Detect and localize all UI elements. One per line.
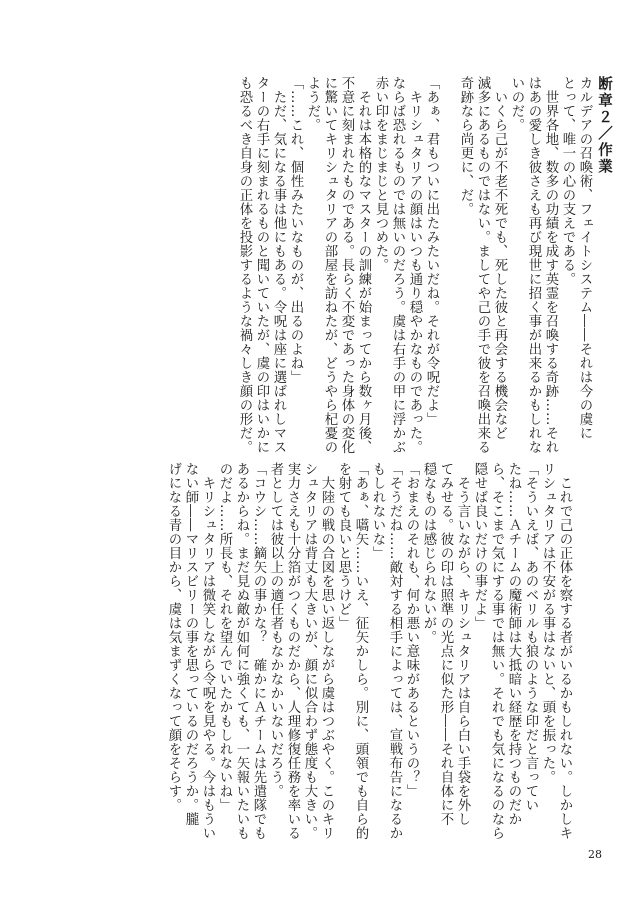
text-line: 「あぁ、君もついに出たみたいだね。それが令呪だよ」 [424,76,439,426]
text-line: それは本格的なマスターの訓練が始まってから数ヶ月後、 [356,76,371,454]
text-line: 「あぁ、嚆矢……いえ、征矢かしら。別に、頭領でも自ら的 [353,462,368,840]
text-line: ターの右手に刻まれるものと聞いていたが、虞の印はいかに [254,76,269,454]
text-line: 「おまえのそれも、何か悪い意味があるというの？」 [404,462,419,798]
text-line: 「コウシ……鏑矢の事かな？ 確かにＡチームは先遣隊でも [251,462,266,840]
text-line: はあの愛しき彼さえも再び現世に招く事が出来るかもしれな [526,76,541,454]
text-line: を射ても良いと思うけど」 [336,462,351,630]
text-line: のだよ……所長も、それを望んでいたかもしれないね」 [217,462,232,812]
text-line: 滅多にあるものではない。ましてや己の手で彼を召喚出来る [475,76,490,454]
text-line: いのだ。 [509,76,524,132]
text-line: 者としては彼以上の適任者もなかなかいないだろう。 [268,462,283,798]
text-line: てみせる。彼の印は照準の光点に似た形――それ自体に不 [438,462,453,826]
text-line: キリシュタリアの顔はいつも通り穏やかなものであった。 [407,76,422,454]
text-line: 大陸の戦の合図を思い返しながら虞はつぶやく。このキリ [319,462,334,840]
text-line: 実力さえも十分箔がつくものだから、人理修復任務を率いる [285,462,300,840]
text-line: も恐るべき自身の正体を投影するような禍々しき顔の形だ。 [237,76,252,454]
text-line: リシュタリアは不安がる事はないと、頭を振った。 [540,462,555,784]
text-line: ない師――マリスビリーの事を思っているのだろうか。朧 [183,462,198,826]
upper-text-block [236,76,593,454]
text-line: 「そうだね……敵対する相手によっては、宣戦布告になるか [387,462,402,840]
text-line: ようだ。 [305,76,320,132]
text-line: 穏なものは感じられないが。 [421,462,436,644]
chapter-title: 断章２／作業 [596,76,612,175]
text-line: とって、唯一の心の支えである。 [560,76,575,286]
text-line: 赤い印をまじまじと見つめた。 [373,76,388,272]
text-line: げになる青の目から、虞は気まずくなって顔をそらす。 [166,462,181,812]
text-line: これで己の正体を察する者がいるかもしれない。しかしキ [557,462,572,840]
text-line: 奇跡なら尚更に、だ。 [458,76,473,216]
text-line: そう言いながら、キリシュタリアは自ら白い手袋を外し [455,462,470,826]
text-line: 世界各地、数多の功績を成す英霊を召喚する奇跡……それ [543,76,558,454]
text-line: 「そういえば、あのベリルも狼のような印だと言ってい [523,462,538,812]
lower-text-block [165,462,573,840]
text-line [440,76,457,428]
text-line: 「……これ、個性みたいなものが、出るのよね」 [288,76,303,384]
text-line: キリシュタリアは微笑しながら令呪を見やる。今はもうい [200,462,215,840]
text-line: に驚いてキリシュタリアの部屋を訪ねたが、どうやら杞憂の [322,76,337,454]
text-line: 不意に刻まれたものである。長らく不変であった身体の変化 [339,76,354,454]
text-line: もしれないな」 [370,462,385,560]
text-line: ら、そこまで気にする事では無い。それでも気になるのなら [489,462,504,840]
text-line: たね……Ａチームの魔術師は大抵暗い経歴を持つものだか [506,462,521,826]
page-number: 28 [588,848,602,861]
text-line: 隠せば良いだけの事だよ」 [472,462,487,630]
text-line: シュタリアは背丈も大きいが、顔に似合わず態度も大きい。 [302,462,317,840]
text-line: カルデアの召喚術、フェイトシステム――それは今の虞に [577,76,592,440]
text-line: あるからね。まだ見ぬ敵が如何に強くても、一矢報いたいも [234,462,249,840]
text-line: ならば恐れるものでは無いのだろう。虞は右手の甲に浮かぶ [390,76,405,454]
text-line: いくら己が不老不死でも、死した彼と再会する機会など [492,76,507,440]
text-line: ただ、気になる事は他にもある。令呪は座に選ばれしマス [271,76,286,454]
